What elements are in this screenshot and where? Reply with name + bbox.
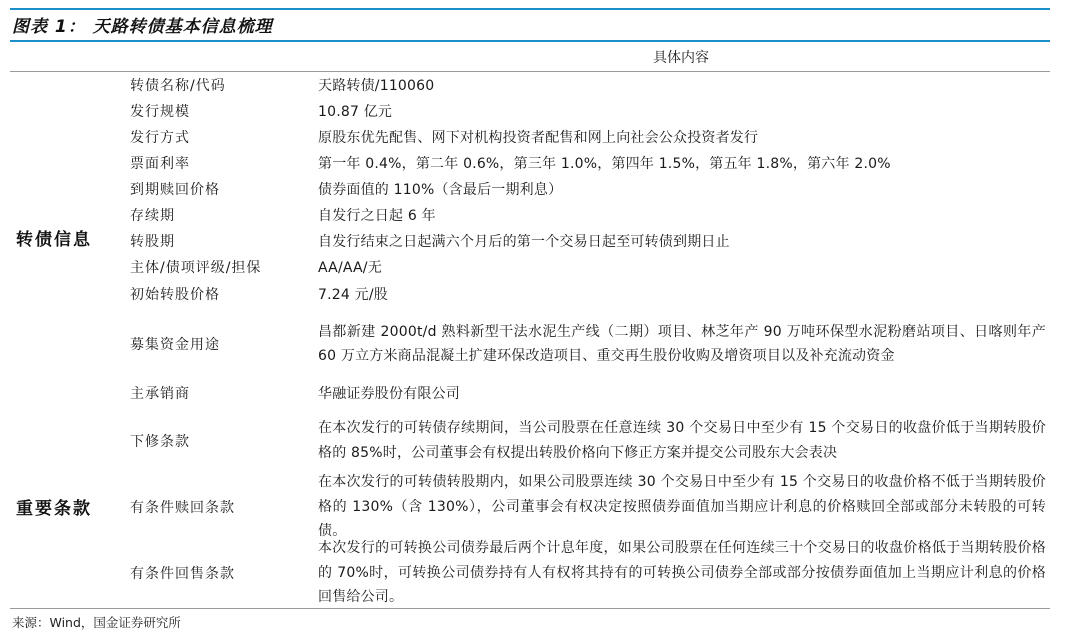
row-value: 天路转债/110060 — [318, 78, 435, 94]
table-row — [130, 72, 1050, 98]
top-rule — [10, 8, 1050, 10]
row-value: 7.24 元/股 — [318, 286, 388, 303]
row-label: 有条件回售条款 — [130, 566, 235, 582]
row-value: 原股东优先配售、网下对机构投资者配售和网上向社会公众投资者发行 — [318, 130, 759, 146]
row-label: 主承销商 — [130, 386, 190, 402]
table-bottom-rule — [10, 608, 1050, 609]
category-bond-info: 转债信息 — [16, 230, 92, 250]
table-row — [130, 476, 1050, 538]
row-label: 发行方式 — [130, 130, 190, 146]
row-value: AA/AA/无 — [318, 260, 382, 276]
row-value: 自发行结束之日起满六个月后的第一个交易日起至可转债到期日止 — [318, 234, 730, 250]
table-row — [130, 381, 1050, 405]
table-row — [130, 254, 1050, 280]
row-value: 自发行之日起 6 年 — [318, 208, 436, 224]
row-value: 在本次发行的可转债存续期间，当公司股票在任意连续 30 个交易日中至少有 15 个交易日的收盘价低于当期转股价格的 85%时，公司董事会有权提出转股价格向下修正方案并提交公司股东大会表决 — [318, 420, 1046, 461]
row-value: 在本次发行的可转债转股期内，如果公司股票连续 30 个交易日中至少有 15 个交易日的收盘价格不低于当期转股价格的 130%（含 130%），公司董事会有权决定按照债券面值加当期应计利息的价格赎回全部或部分未转股的可转债。 — [318, 474, 1046, 540]
table-row — [130, 538, 1050, 608]
row-label: 票面利率 — [130, 156, 190, 172]
row-label: 募集资金用途 — [130, 337, 220, 353]
table-row — [130, 405, 1050, 476]
table-row — [130, 280, 1050, 307]
row-value: 本次发行的可转换公司债券最后两个计息年度，如果公司股票在任何连续三十个交易日的收盘价格低于当期转股价格的 70%时，可转换公司债券持有人有权将其持有的可转换公司债券全部或部分按债券面值加上当期应计利息的价格回售给公司。 — [318, 540, 1046, 606]
row-label: 主体/债项评级/担保 — [130, 260, 262, 276]
row-label: 有条件赎回条款 — [130, 500, 235, 516]
row-label: 转股期 — [130, 234, 175, 250]
row-value: 华融证券股份有限公司 — [318, 386, 460, 402]
category-key-terms: 重要条款 — [16, 499, 92, 519]
row-label: 转债名称/代码 — [130, 78, 226, 94]
row-label: 发行规模 — [130, 104, 190, 120]
table-row — [130, 150, 1050, 176]
row-value: 债券面值的 110%（含最后一期利息） — [318, 182, 563, 198]
row-label: 到期赎回价格 — [130, 182, 220, 198]
source-note: 来源：Wind，国金证券研究所 — [12, 615, 181, 630]
row-value: 第一年 0.4%，第二年 0.6%，第三年 1.0%，第四年 1.5%，第五年 1.8%，第六年 2.0% — [318, 156, 891, 172]
table-row — [130, 176, 1050, 202]
table-row — [130, 124, 1050, 150]
table-header: 具体内容 — [653, 50, 709, 66]
table-row — [130, 98, 1050, 124]
table-row — [130, 307, 1050, 381]
row-label: 下修条款 — [130, 433, 190, 450]
table-row — [130, 202, 1050, 228]
row-value: 10.87 亿元 — [318, 104, 393, 120]
title-rule — [10, 40, 1050, 42]
row-label: 存续期 — [130, 208, 175, 224]
table-row — [130, 228, 1050, 254]
row-label: 初始转股价格 — [130, 286, 220, 303]
row-value: 昌都新建 2000t/d 熟料新型干法水泥生产线（二期）项目、林芝年产 90 万吨环保型水泥粉磨站项目、日喀则年产 60 万立方米商品混凝土扩建环保改造项目、重交再生股份收购及增资项目以及补充流动资金 — [318, 323, 1046, 364]
figure-title: 图表 1： 天路转债基本信息梳理 — [12, 17, 273, 37]
